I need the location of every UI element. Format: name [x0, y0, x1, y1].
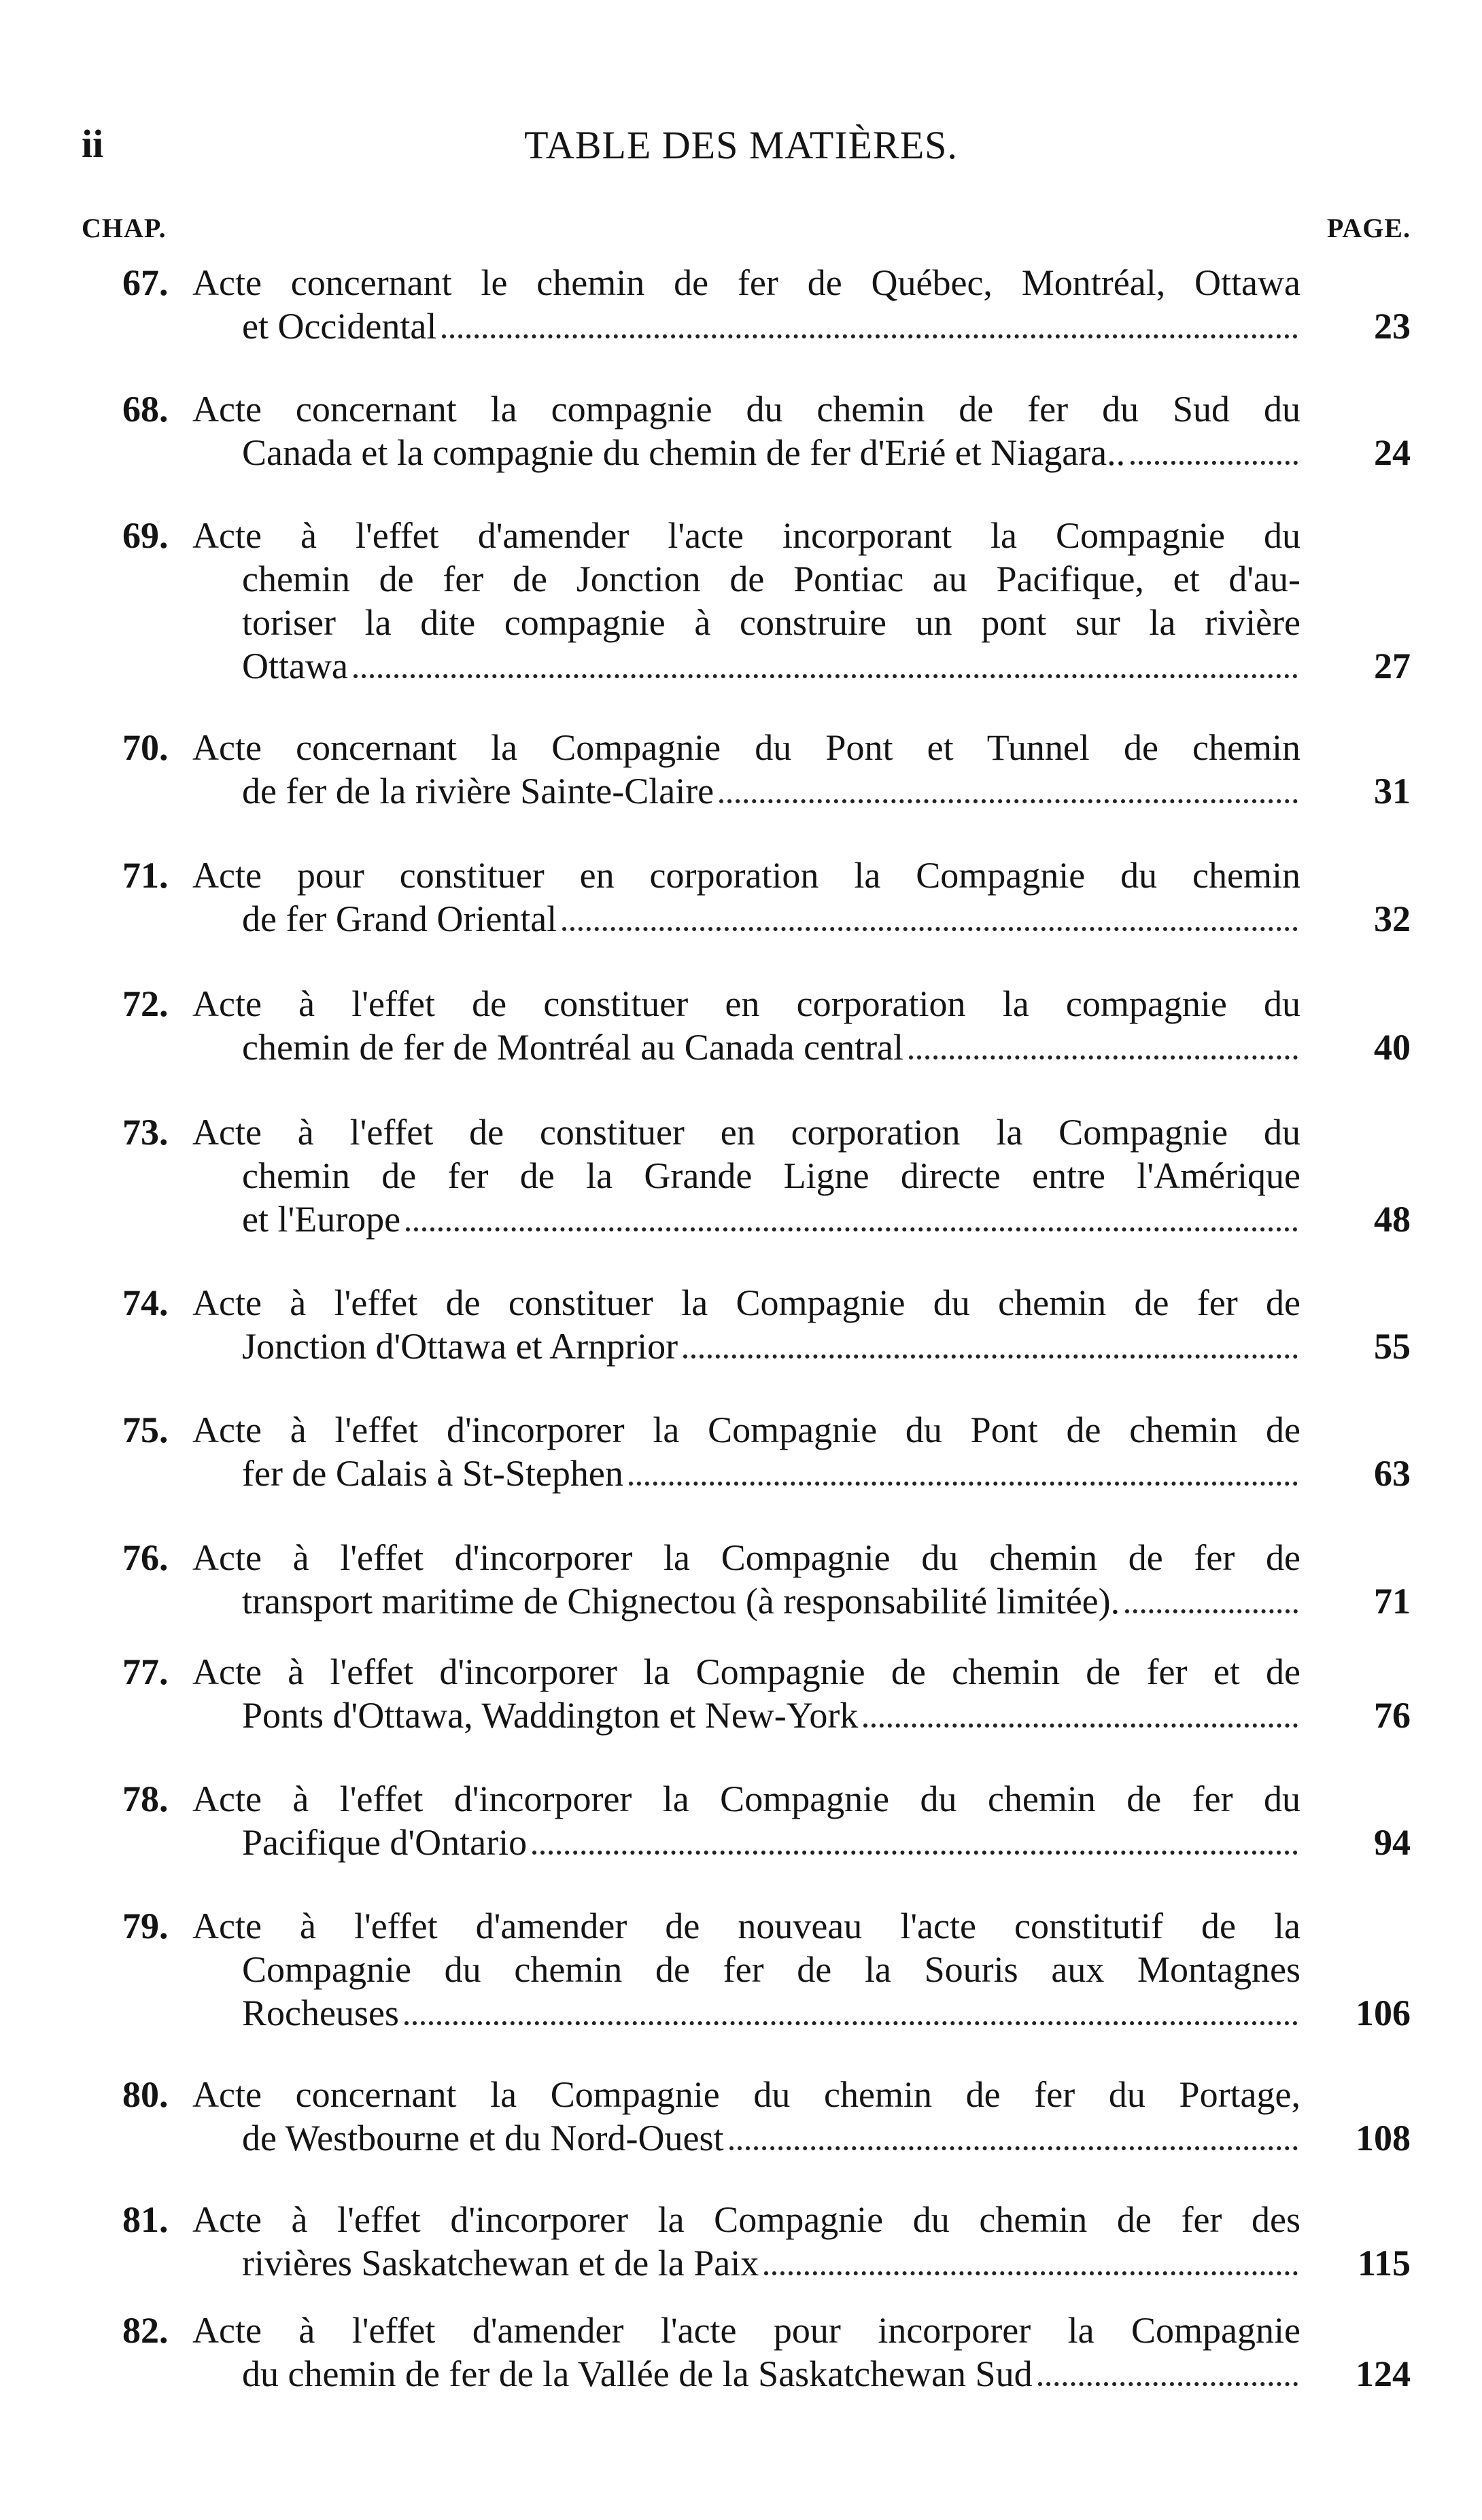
page-reference: 71	[1374, 1581, 1411, 1622]
entry-text	[192, 854, 1300, 941]
chapter-number: 69.	[122, 515, 169, 556]
entry-last-line	[192, 304, 1300, 348]
entry-line: Acte à l'effet de constituer en corporation la Compagnie du	[192, 1112, 1300, 1153]
dot-leader	[354, 674, 1298, 678]
entry-line: Acte à l'effet d'incorporer la Compagnie du chemin de fer des	[192, 2199, 1300, 2240]
entry-line-text: Ottawa	[242, 646, 348, 686]
chapter-number: 72.	[122, 983, 169, 1024]
entry-line-text: de fer Grand Oriental	[242, 898, 557, 939]
entry-text	[192, 1408, 1300, 1495]
entry-last-line	[192, 2241, 1300, 2285]
dot-leader	[532, 1851, 1298, 1855]
entry-last-line	[192, 1026, 1300, 1069]
entry-line-text: Ponts d'Ottawa, Waddington et New-York	[242, 1695, 859, 1736]
entry-line: Acte à l'effet d'amender l'acte incorporant la Compagnie du	[192, 515, 1300, 556]
entry-line: toriser la dite compagnie à construire un pont sur la rivière	[242, 602, 1300, 643]
entry-line: Acte à l'effet d'incorporer la Compagnie du chemin de fer du	[192, 1779, 1300, 1819]
chapter-number: 81.	[122, 2199, 169, 2240]
entry-line-text: de Westbourne et du Nord-Ouest	[242, 2118, 724, 2158]
dot-leader	[764, 2271, 1298, 2275]
entry-line: chemin de fer de Jonction de Pontiac au Pacifique, et d'au-	[242, 559, 1300, 599]
entry-text	[192, 1650, 1300, 1737]
chapter-number: 80.	[122, 2074, 169, 2115]
entry-text	[192, 1777, 1300, 1864]
entry-line: Acte concernant la Compagnie du Pont et Tunnel de chemin	[192, 727, 1300, 768]
dot-leader	[629, 1482, 1298, 1486]
entry-line: Acte à l'effet de constituer la Compagnie du chemin de fer de	[192, 1282, 1300, 1323]
entry-text	[192, 2073, 1300, 2160]
entry-text	[192, 514, 1300, 688]
entry-last-line	[192, 431, 1300, 474]
chapter-number: 73.	[122, 1112, 169, 1153]
page-reference: 63	[1374, 1453, 1411, 1494]
entry-line-text: Rocheuses	[242, 1993, 399, 2033]
entry-line: Compagnie du chemin de fer de la Souris aux Montagnes	[242, 1949, 1300, 1990]
dot-leader	[909, 1055, 1298, 1060]
page-reference: 124	[1356, 2353, 1411, 2394]
entry-last-line	[192, 1325, 1300, 1368]
page-reference: 32	[1374, 898, 1411, 939]
chapter-number: 67.	[122, 262, 169, 303]
dot-leader	[719, 799, 1298, 803]
entry-text	[192, 387, 1300, 474]
entry-line: Acte à l'effet d'incorporer la Compagnie de chemin de fer et de	[192, 1651, 1300, 1692]
dot-leader	[1125, 1609, 1298, 1613]
page-reference: 115	[1357, 2243, 1411, 2283]
entry-last-line	[192, 897, 1300, 941]
entry-line: Acte concernant le chemin de fer de Québec, Montréal, Ottawa	[192, 262, 1300, 303]
entry-line: Acte à l'effet d'amender de nouveau l'acte constitutif de la	[192, 1906, 1300, 1946]
chapter-number: 74.	[122, 1282, 169, 1323]
chapter-number: 78.	[122, 1779, 169, 1819]
dot-leader	[683, 1354, 1298, 1359]
chapter-number: 76.	[122, 1537, 169, 1578]
column-header-chapter: CHAP.	[82, 213, 167, 243]
page-reference: 23	[1374, 306, 1411, 347]
dot-leader	[562, 927, 1298, 931]
entry-line: Acte pour constituer en corporation la Compagnie du chemin	[192, 855, 1300, 896]
chapter-number: 68.	[122, 389, 169, 430]
running-title: TABLE DES MATIÈRES.	[524, 123, 958, 167]
entry-line: Acte concernant la compagnie du chemin de fer du Sud du	[192, 389, 1300, 430]
entry-text	[192, 1281, 1300, 1368]
entry-line-text: de fer de la rivière Sainte-Claire	[242, 771, 714, 811]
dot-leader	[404, 2021, 1298, 2025]
entry-text	[192, 1536, 1300, 1623]
entry-last-line	[192, 1821, 1300, 1864]
entry-line-text: Pacifique d'Ontario	[242, 1822, 528, 1863]
entry-last-line	[192, 2116, 1300, 2160]
entry-last-line	[192, 1579, 1300, 1623]
entry-line: Acte à l'effet de constituer en corporation la compagnie du	[192, 983, 1300, 1024]
page-reference: 55	[1374, 1326, 1411, 1367]
entry-text	[192, 2309, 1300, 2396]
entry-text	[192, 1110, 1300, 1241]
page-reference: 108	[1356, 2118, 1411, 2158]
chapter-number: 75.	[122, 1410, 169, 1450]
dot-leader	[729, 2146, 1298, 2150]
entry-line-text: rivières Saskatchewan et de la Paix	[242, 2243, 759, 2283]
entry-line: Acte concernant la Compagnie du chemin de fer du Portage,	[192, 2074, 1300, 2115]
page-reference: 48	[1374, 1199, 1411, 1240]
entry-last-line	[192, 769, 1300, 813]
page-number: ii	[82, 122, 104, 166]
entry-last-line	[192, 1197, 1300, 1241]
page-reference: 27	[1374, 646, 1411, 686]
entry-line-text: et Occidental	[242, 306, 437, 347]
entry-text	[192, 261, 1300, 348]
chapter-number: 79.	[122, 1906, 169, 1946]
entry-line: Acte à l'effet d'amender l'acte pour incorporer la Compagnie	[192, 2310, 1300, 2351]
entry-line: chemin de fer de la Grande Ligne directe entre l'Amérique	[242, 1155, 1300, 1196]
chapter-number: 71.	[122, 855, 169, 896]
page-reference: 31	[1374, 771, 1411, 811]
page-reference: 76	[1374, 1695, 1411, 1736]
column-header-page: PAGE.	[1326, 213, 1411, 243]
dot-leader	[1131, 461, 1298, 465]
entry-text	[192, 726, 1300, 813]
entry-last-line	[192, 644, 1300, 688]
chapter-number: 70.	[122, 727, 169, 768]
entry-text	[192, 1904, 1300, 2035]
entry-text	[192, 982, 1300, 1069]
entry-last-line	[192, 1694, 1300, 1737]
entry-line: Acte à l'effet d'incorporer la Compagnie du Pont de chemin de	[192, 1410, 1300, 1450]
entry-line-text: du chemin de fer de la Vallée de la Saskatchewan Sud	[242, 2353, 1033, 2394]
chapter-number: 82.	[122, 2310, 169, 2351]
entry-line-text: chemin de fer de Montréal au Canada central	[242, 1027, 904, 1068]
page-reference: 40	[1374, 1027, 1411, 1068]
entry-text	[192, 2198, 1300, 2285]
page-reference: 106	[1356, 1993, 1411, 2033]
dot-leader	[406, 1227, 1298, 1231]
entry-line-text: et l'Europe	[242, 1199, 401, 1240]
dot-leader	[863, 1723, 1298, 1728]
entry-line-text: Canada et la compagnie du chemin de fer d'Erié et Niagara..	[242, 432, 1126, 473]
entry-last-line	[192, 1452, 1300, 1495]
entry-line-text: Jonction d'Ottawa et Arnprior	[242, 1326, 678, 1367]
page-reference: 94	[1374, 1822, 1411, 1863]
entry-line-text: fer de Calais à St-Stephen	[242, 1453, 623, 1494]
dot-leader	[1038, 2382, 1298, 2386]
entry-line-text: transport maritime de Chignectou (à responsabilité limitée).	[242, 1581, 1120, 1622]
page-reference: 24	[1374, 432, 1411, 473]
entry-last-line	[192, 2352, 1300, 2396]
chapter-number: 77.	[122, 1651, 169, 1692]
entry-last-line	[192, 1991, 1300, 2035]
dot-leader	[442, 334, 1298, 338]
entry-line: Acte à l'effet d'incorporer la Compagnie du chemin de fer de	[192, 1537, 1300, 1578]
